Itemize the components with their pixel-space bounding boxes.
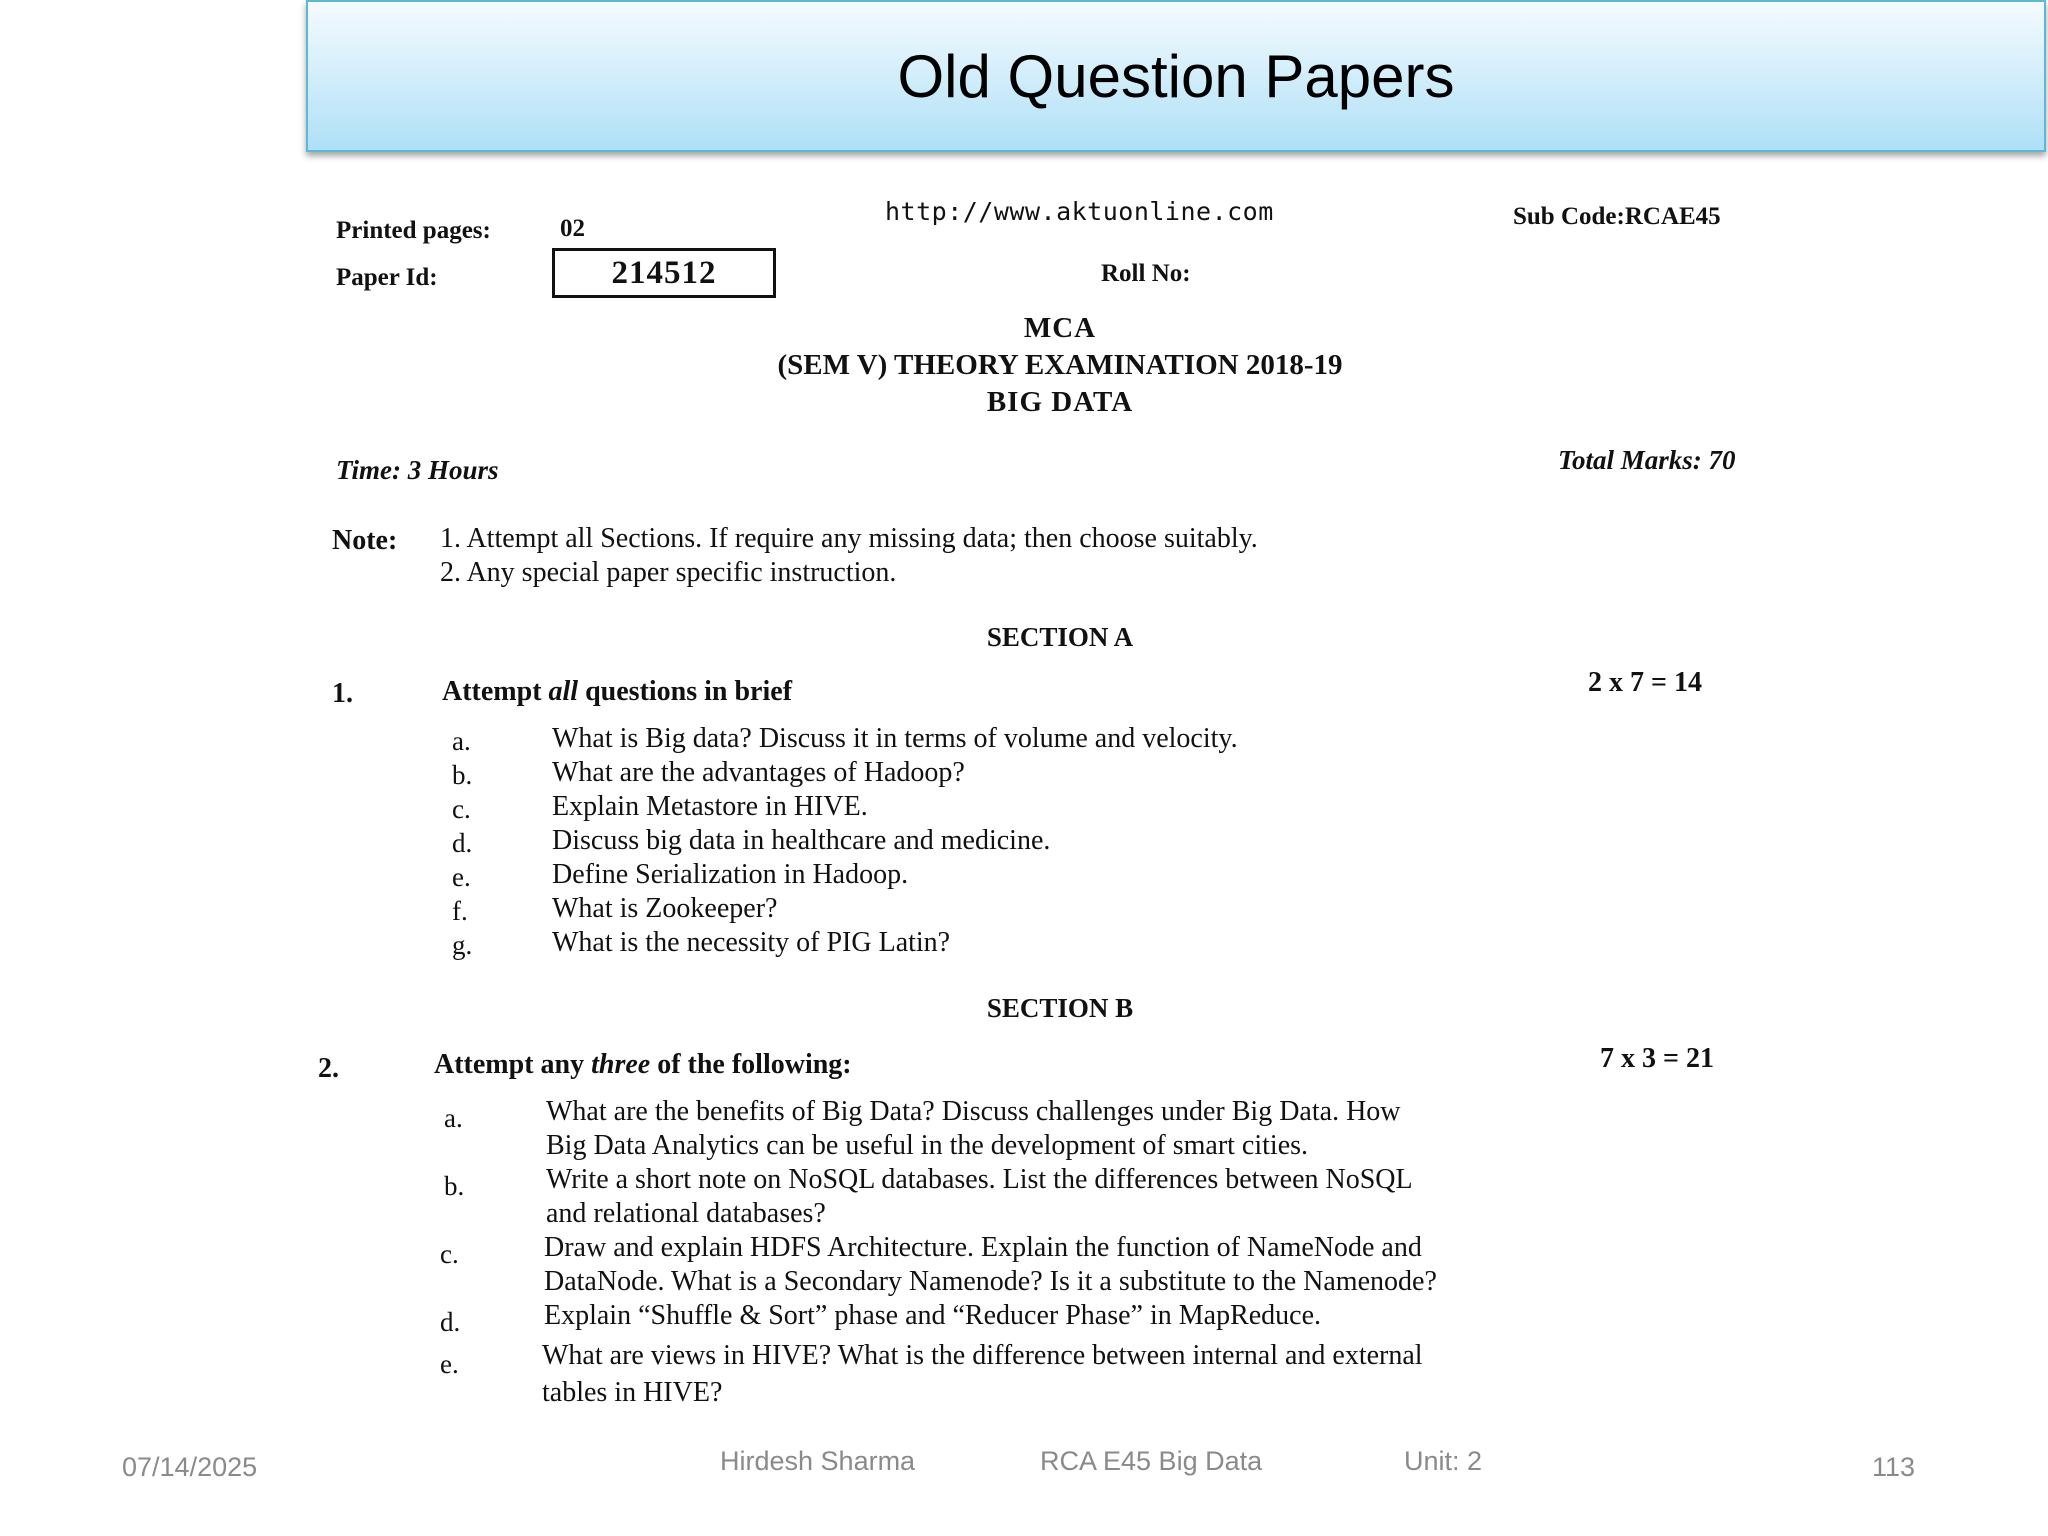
note-1: 1. Attempt all Sections. If require any missing data; then choose suitably. — [440, 523, 1258, 554]
question-text: Write a short note on NoSQL databases. List the differences between NoSQL — [546, 1164, 1413, 1195]
section-a-heading: SECTION A — [986, 622, 1134, 652]
question-text: Explain Metastore in HIVE. — [552, 791, 868, 822]
question-label: c. — [452, 794, 471, 824]
question-label: d. — [452, 828, 473, 858]
note-2: 2. Any special paper specific instruction. — [440, 557, 897, 588]
section-b-heading: SECTION B — [986, 993, 1134, 1023]
question-label: a. — [452, 726, 471, 756]
roll-no-label: Roll No: — [1101, 260, 1191, 287]
exam-time: Time: 3 Hours — [336, 455, 499, 485]
footer-unit: Unit: 2 — [1404, 1446, 1483, 1476]
section-b-instruction: Attempt any three of the following: — [434, 1049, 852, 1080]
question-label: d. — [440, 1307, 461, 1337]
question-text: Explain “Shuffle & Sort” phase and “Reducer Phase” in MapReduce. — [544, 1300, 1322, 1331]
paper-id-label: Paper Id: — [336, 264, 438, 291]
slide-title-bar — [306, 0, 2046, 152]
question-text: Discuss big data in healthcare and medicine. — [552, 825, 1051, 856]
question-label: b. — [444, 1171, 465, 1201]
question-label: e. — [440, 1349, 459, 1379]
question-label: f. — [452, 896, 468, 926]
printed-pages-value: 02 — [560, 215, 585, 242]
section-a-instruction: Attempt all questions in brief — [442, 676, 793, 707]
footer-author: Hirdesh Sharma — [720, 1446, 916, 1476]
note-label: Note: — [332, 525, 398, 556]
question-text: Big Data Analytics can be useful in the development of smart cities. — [546, 1130, 1309, 1161]
program-name: MCA — [1023, 312, 1097, 344]
exam-title: (SEM V) THEORY EXAMINATION 2018-19 — [777, 349, 1343, 381]
question-text: What are the advantages of Hadoop? — [552, 757, 965, 788]
question-text: What is the necessity of PIG Latin? — [552, 927, 951, 958]
question-text: What is Big data? Discuss it in terms of volume and velocity. — [552, 723, 1238, 754]
question-label: c. — [440, 1239, 459, 1269]
section-a-marks: 2 x 7 = 14 — [1588, 667, 1702, 698]
footer-course: RCA E45 Big Data — [1040, 1446, 1263, 1476]
question-paper-scan — [300, 185, 1820, 1415]
subject-name: BIG DATA — [986, 386, 1134, 418]
question-label: g. — [452, 930, 473, 960]
paper-id-value: 214512 — [611, 254, 717, 291]
sub-code: Sub Code:RCAE45 — [1513, 203, 1721, 230]
slide-title: Old Question Papers — [897, 42, 1455, 110]
slide-number: 113 — [1872, 1452, 1916, 1482]
question-text: Draw and explain HDFS Architecture. Explain the function of NameNode and — [544, 1232, 1422, 1263]
question-label: a. — [444, 1103, 463, 1133]
question-text: and relational databases? — [546, 1198, 826, 1229]
question-text: Define Serialization in Hadoop. — [552, 859, 909, 890]
question-text: What are the benefits of Big Data? Discuss challenges under Big Data. How — [546, 1096, 1401, 1127]
section-a-number: 1. — [332, 678, 353, 709]
question-text: DataNode. What is a Secondary Namenode? Is it a substitute to the Namenode? — [544, 1266, 1437, 1297]
printed-pages-label: Printed pages: — [336, 217, 491, 244]
question-text: tables in HIVE? — [542, 1377, 723, 1408]
footer-date: 07/14/2025 — [122, 1452, 258, 1482]
section-b-number: 2. — [318, 1053, 339, 1084]
question-label: b. — [452, 760, 473, 790]
section-b-marks: 7 x 3 = 21 — [1600, 1043, 1714, 1074]
question-label: e. — [452, 862, 471, 892]
question-text: What are views in HIVE? What is the difference between internal and external — [542, 1340, 1423, 1371]
source-url: http://www.aktuonline.com — [885, 197, 1274, 226]
total-marks: Total Marks: 70 — [1558, 445, 1736, 475]
question-text: What is Zookeeper? — [552, 893, 778, 924]
paper-id-box — [552, 248, 776, 298]
